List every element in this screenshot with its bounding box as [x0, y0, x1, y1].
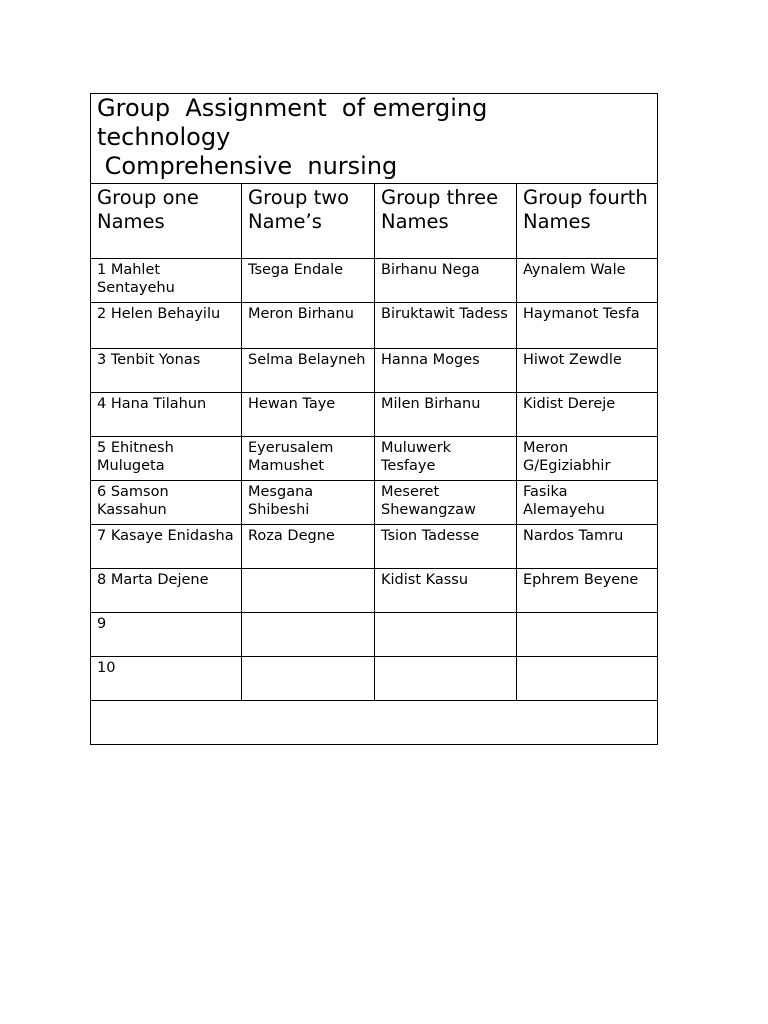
- table-row: [91, 349, 658, 393]
- header-group-four: Group fourth Names: [517, 184, 658, 259]
- table-cell: Hiwot Zewdle: [517, 349, 658, 393]
- header-group-three: Group three Names: [375, 184, 517, 259]
- table-cell: [242, 569, 375, 613]
- table-cell: Eyerusalem Mamushet: [242, 437, 375, 481]
- table-cell: 4 Hana Tilahun: [91, 393, 242, 437]
- table-cell: 1 Mahlet Sentayehu: [91, 259, 242, 303]
- table-cell: Birhanu Nega: [375, 259, 517, 303]
- table-cell: Hewan Taye: [242, 393, 375, 437]
- table-cell: 5 Ehitnesh Mulugeta: [91, 437, 242, 481]
- table-cell: 2 Helen Behayilu: [91, 303, 242, 349]
- header-row: [91, 184, 658, 259]
- table-cell: Kidist Dereje: [517, 393, 658, 437]
- table-cell: Ephrem Beyene: [517, 569, 658, 613]
- table-row: [91, 525, 658, 569]
- table-row: [91, 613, 658, 657]
- table-cell: Tsega Endale: [242, 259, 375, 303]
- table-cell: 3 Tenbit Yonas: [91, 349, 242, 393]
- table-cell: [375, 613, 517, 657]
- table-row: [91, 437, 658, 481]
- table-cell: Meseret Shewangzaw: [375, 481, 517, 525]
- table-cell: 7 Kasaye Enidasha: [91, 525, 242, 569]
- group-assignment-table: [90, 93, 658, 745]
- table-cell: [517, 657, 658, 701]
- footer-row: [91, 701, 658, 745]
- table-cell: 9: [91, 613, 242, 657]
- table-cell: Aynalem Wale: [517, 259, 658, 303]
- table-cell: [242, 613, 375, 657]
- header-group-two: Group two Name’s: [242, 184, 375, 259]
- table-row: [91, 393, 658, 437]
- table-cell: Fasika Alemayehu: [517, 481, 658, 525]
- title-line-1: Group Assignment of emerging: [97, 94, 488, 122]
- table-row: [91, 657, 658, 701]
- table-cell: Roza Degne: [242, 525, 375, 569]
- table-cell: Kidist Kassu: [375, 569, 517, 613]
- table-title: [91, 94, 658, 184]
- table-cell: [517, 613, 658, 657]
- table-row: [91, 569, 658, 613]
- title-line-2: technology: [97, 123, 231, 151]
- title-line-3: Comprehensive nursing: [97, 152, 398, 180]
- table-cell: Nardos Tamru: [517, 525, 658, 569]
- table-cell: [242, 657, 375, 701]
- table-row: [91, 259, 658, 303]
- table-row: [91, 481, 658, 525]
- table-cell: Hanna Moges: [375, 349, 517, 393]
- empty-footer-cell: [91, 701, 658, 745]
- table-row: [91, 303, 658, 349]
- table-cell: Tsion Tadesse: [375, 525, 517, 569]
- table-cell: 8 Marta Dejene: [91, 569, 242, 613]
- title-row: [91, 94, 658, 184]
- header-group-one: Group one Names: [91, 184, 242, 259]
- table-cell: Biruktawit Tadess: [375, 303, 517, 349]
- table-cell: Meron Birhanu: [242, 303, 375, 349]
- table-cell: Milen Birhanu: [375, 393, 517, 437]
- table-cell: Muluwerk Tesfaye: [375, 437, 517, 481]
- table-cell: Meron G/Egiziabhir: [517, 437, 658, 481]
- table-cell: [375, 657, 517, 701]
- table-cell: Mesgana Shibeshi: [242, 481, 375, 525]
- table-cell: 6 Samson Kassahun: [91, 481, 242, 525]
- table-cell: Selma Belayneh: [242, 349, 375, 393]
- table-cell: Haymanot Tesfa: [517, 303, 658, 349]
- table-cell: 10: [91, 657, 242, 701]
